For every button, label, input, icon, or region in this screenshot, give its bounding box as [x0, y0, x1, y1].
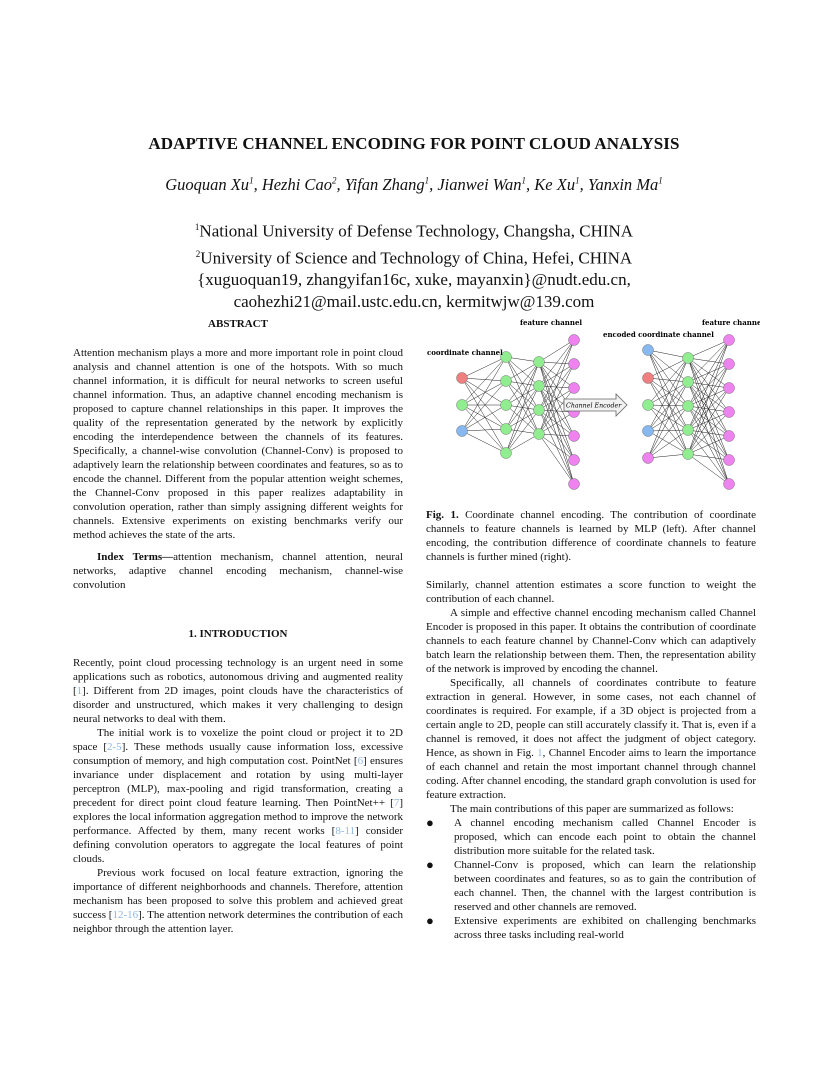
- network-edge: [462, 405, 506, 453]
- figure-1: [424, 314, 760, 494]
- network-node: [501, 448, 512, 459]
- contribution-list: [426, 816, 756, 942]
- network-edge: [648, 406, 688, 458]
- network-node: [724, 407, 735, 418]
- paper-title: ADAPTIVE CHANNEL ENCODING FOR POINT CLOUD ANALYSIS: [148, 134, 680, 153]
- network-node: [569, 335, 580, 346]
- network-node: [724, 383, 735, 394]
- network-node: [724, 455, 735, 466]
- network-edge: [688, 340, 729, 358]
- network-edge: [462, 357, 506, 431]
- network-node: [534, 381, 545, 392]
- network-node: [569, 359, 580, 370]
- network-edge: [462, 381, 506, 405]
- author: Yifan Zhang$^1$: [344, 175, 430, 194]
- right-column: [426, 578, 756, 942]
- abstract-heading: ABSTRACT: [208, 318, 268, 330]
- body-paragraph: Specifically, all channels of coordinates contribute to feature extraction in general. However, in some cases, not each channel of coordinates is required. For example, if a 3D object is projected from a certain angle to 2D, people can still accurately classify it. That is, even if a channel is removed, it does not affect the judgment of object category. Hence, as shown in Fig. 1, Channel Encoder aims to learn the importance of each channel and retain the most important channel through channel coding. After channel encoding, the standard graph convolution is used for feature extraction.: [426, 677, 756, 801]
- email-line: caohezhi21@mail.ustc.edu.cn, kermitwjw@139.com: [233, 292, 595, 312]
- network-node: [569, 431, 580, 442]
- author: Jianwei Wan$^1$: [437, 175, 527, 194]
- network-diagram: [424, 314, 760, 494]
- figure-link[interactable]: 1: [537, 747, 543, 759]
- network-edge: [462, 357, 506, 405]
- list-item: ● A channel encoding mechanism called Channel Encoder is proposed, which can encode each point to obtain the channel distribution more suitable for the related task.: [426, 815, 756, 857]
- network-node: [569, 455, 580, 466]
- network-edge: [462, 381, 506, 431]
- citation-link[interactable]: 2-5: [107, 741, 122, 753]
- network-node: [501, 376, 512, 387]
- author: Ke Xu$^1$: [534, 175, 580, 194]
- network-edge: [648, 358, 688, 378]
- bullet-icon: ●: [426, 857, 434, 872]
- network-edge: [648, 350, 688, 358]
- label-coordinate-channel: coordinate channel: [427, 348, 503, 357]
- network-edge: [688, 454, 729, 460]
- network-node: [569, 479, 580, 490]
- network-node: [534, 429, 545, 440]
- body-paragraph: Similarly, channel attention estimates a score function to weight the contribution of each channel.: [426, 579, 756, 605]
- network-node: [683, 449, 694, 460]
- network-node: [457, 400, 468, 411]
- network-edge: [648, 350, 688, 430]
- network-node: [724, 479, 735, 490]
- network-edge: [688, 340, 729, 382]
- network-edge: [648, 405, 688, 406]
- network-node: [457, 426, 468, 437]
- network-node: [724, 335, 735, 346]
- citation-link[interactable]: 8-11: [335, 825, 356, 837]
- bullet-icon: ●: [426, 815, 434, 830]
- abstract-text: Attention mechanism plays a more and more important role in point cloud analysis and channel attention is one of the hotspots. With so much channel information, it is difficult for neural networks to screen useful channel information. Thus, an adaptive channel encoding mechanism is proposed to capture channel relationships in this paper. It improves the quality of the representation generated by the network by explicitly encoding the interdependence between the channels of its features. Specifically, a channel-wise convolution (Channel-Conv) is proposed to adaptively learn the relationship between coordinates and features, so as to encode the channel. Different from the popular attention weight schemes, the Channel-Conv proposed in this paper realizes adaptability in convolution operation, rather than simply assigning different weights for channels. Extensive experiments on existing benchmarks verify our method achieves the state of the arts.: [73, 347, 403, 541]
- network-node: [683, 353, 694, 364]
- network-node: [643, 373, 654, 384]
- network-edge: [462, 378, 506, 405]
- network-edge: [462, 378, 506, 381]
- network-node: [643, 453, 654, 464]
- bullet-icon: ●: [426, 913, 434, 928]
- figure-caption: Fig. 1. Coordinate channel encoding. The contribution of coordinate channels to feature channels is learned by MLP (left). After channel encoding, the contribution difference of coordinate channels to feature channels is further mined (right).: [426, 509, 756, 563]
- intro-heading: 1. INTRODUCTION: [188, 628, 288, 640]
- network-node: [724, 431, 735, 442]
- network-node: [501, 400, 512, 411]
- affiliation-line: $^2$University of Science and Technology of China, Hefei, CHINA: [195, 248, 633, 268]
- network-node: [683, 425, 694, 436]
- list-item: ● Channel-Conv is proposed, which can learn the relationship between coordinates and features, so as to gain the contribution of each channel. Then, the channel with the largest contribution is reserved and other channels are removed.: [426, 857, 756, 913]
- network-edge: [462, 378, 506, 429]
- network-node: [724, 359, 735, 370]
- network-edge: [648, 430, 688, 431]
- citation-link[interactable]: 12-16: [112, 909, 139, 921]
- body-paragraph: A simple and effective channel encoding mechanism called Channel Encoder is proposed in this paper. It obtains the contribution of coordinate channels to each feature channel by Channel-Conv which can adaptively batch learn the relationship between them. Then, the representation ability of the network is improved by encoding the channel.: [426, 607, 756, 675]
- affiliation-line: $^1$National University of Defense Technology, Changsha, CHINA: [194, 221, 634, 241]
- list-item: ● Extensive experiments are exhibited on challenging benchmarks across three tasks including real-world: [426, 913, 756, 941]
- figure-label: Fig. 1.: [426, 509, 459, 521]
- citation-link[interactable]: 6: [357, 755, 364, 767]
- intro-paragraph: The initial work is to voxelize the point cloud or project it to 2D space [2-5]. These methods usually cause information loss, excessive consumption of memory, and high computation cost. PointNet [6] ensures invariance under displacement and rotation by using multi-layer perceptron (MLP), max-pooling and rigid transformation, creating a precedent for direct point cloud feature learning. Then PointNet++ [7] explores the local information aggregation method to improve the network performance. Affected by them, many recent works [8-11] consider defining convolution operators to aggregate the local features of point clouds.: [73, 727, 404, 865]
- network-node: [683, 377, 694, 388]
- label-encoded-coordinate-channel: encoded coordinate channel: [603, 330, 714, 339]
- label-feature-channel-right: feature channel: [702, 318, 760, 327]
- network-node: [569, 383, 580, 394]
- network-node: [643, 400, 654, 411]
- network-edge: [648, 378, 688, 430]
- network-node: [643, 345, 654, 356]
- author-list: Guoquan Xu$^1$, Hezhi Cao$^2$, Yifan Zhang$^1$, Jianwei Wan$^1$, Ke Xu$^1$, Yanxin Ma$^1$: [165, 175, 663, 194]
- network-node: [643, 426, 654, 437]
- left-column: [73, 318, 403, 936]
- author: Yanxin Ma$^1$: [587, 175, 663, 194]
- citation-link[interactable]: 7: [393, 797, 400, 809]
- network-edge: [688, 340, 729, 430]
- network-node: [534, 405, 545, 416]
- network-node: [457, 373, 468, 384]
- network-node: [683, 401, 694, 412]
- intro-paragraph: Previous work focused on local feature extraction, ignoring the importance of different neighborhoods and channels. Therefore, attention mechanism has been proposed to solve this problem and achieved great success [12-16]. The attention network determines the contribution of each neighbor through the attention layer.: [73, 867, 403, 935]
- network-node: [501, 424, 512, 435]
- email-line: {xuguoquan19, zhangyifan16c, xuke, mayanxin}@nudt.edu.cn,: [197, 270, 631, 290]
- index-terms: Index Terms—attention mechanism, channel attention, neural networks, adaptive channel encoding mechanism, channel-wise convolution: [73, 551, 403, 591]
- index-terms-label: Index Terms—: [97, 551, 174, 563]
- network-edge: [462, 405, 506, 431]
- affiliations: [0, 216, 828, 313]
- label-feature-channel-left: feature channel: [520, 318, 583, 327]
- author: Hezhi Cao$^2$: [261, 175, 337, 194]
- intro-paragraph: Recently, point cloud processing technology is an urgent need in some applications such as robotics, autonomous driving and augmented reality [1]. Different from 2D images, point clouds have the characteristics of disorder and unstructured, which makes it very challenging to design neural networks to deal with them.: [73, 657, 403, 725]
- network-edge: [462, 357, 506, 378]
- channel-encoder-label: Channel Encoder: [566, 402, 622, 410]
- network-edge: [648, 454, 688, 458]
- network-edge: [688, 412, 729, 454]
- author: Guoquan Xu$^1$: [165, 175, 254, 194]
- network-edge: [462, 405, 506, 429]
- body-paragraph: The main contributions of this paper are summarized as follows:: [450, 803, 734, 815]
- citation-link[interactable]: 1: [76, 685, 83, 697]
- network-node: [534, 357, 545, 368]
